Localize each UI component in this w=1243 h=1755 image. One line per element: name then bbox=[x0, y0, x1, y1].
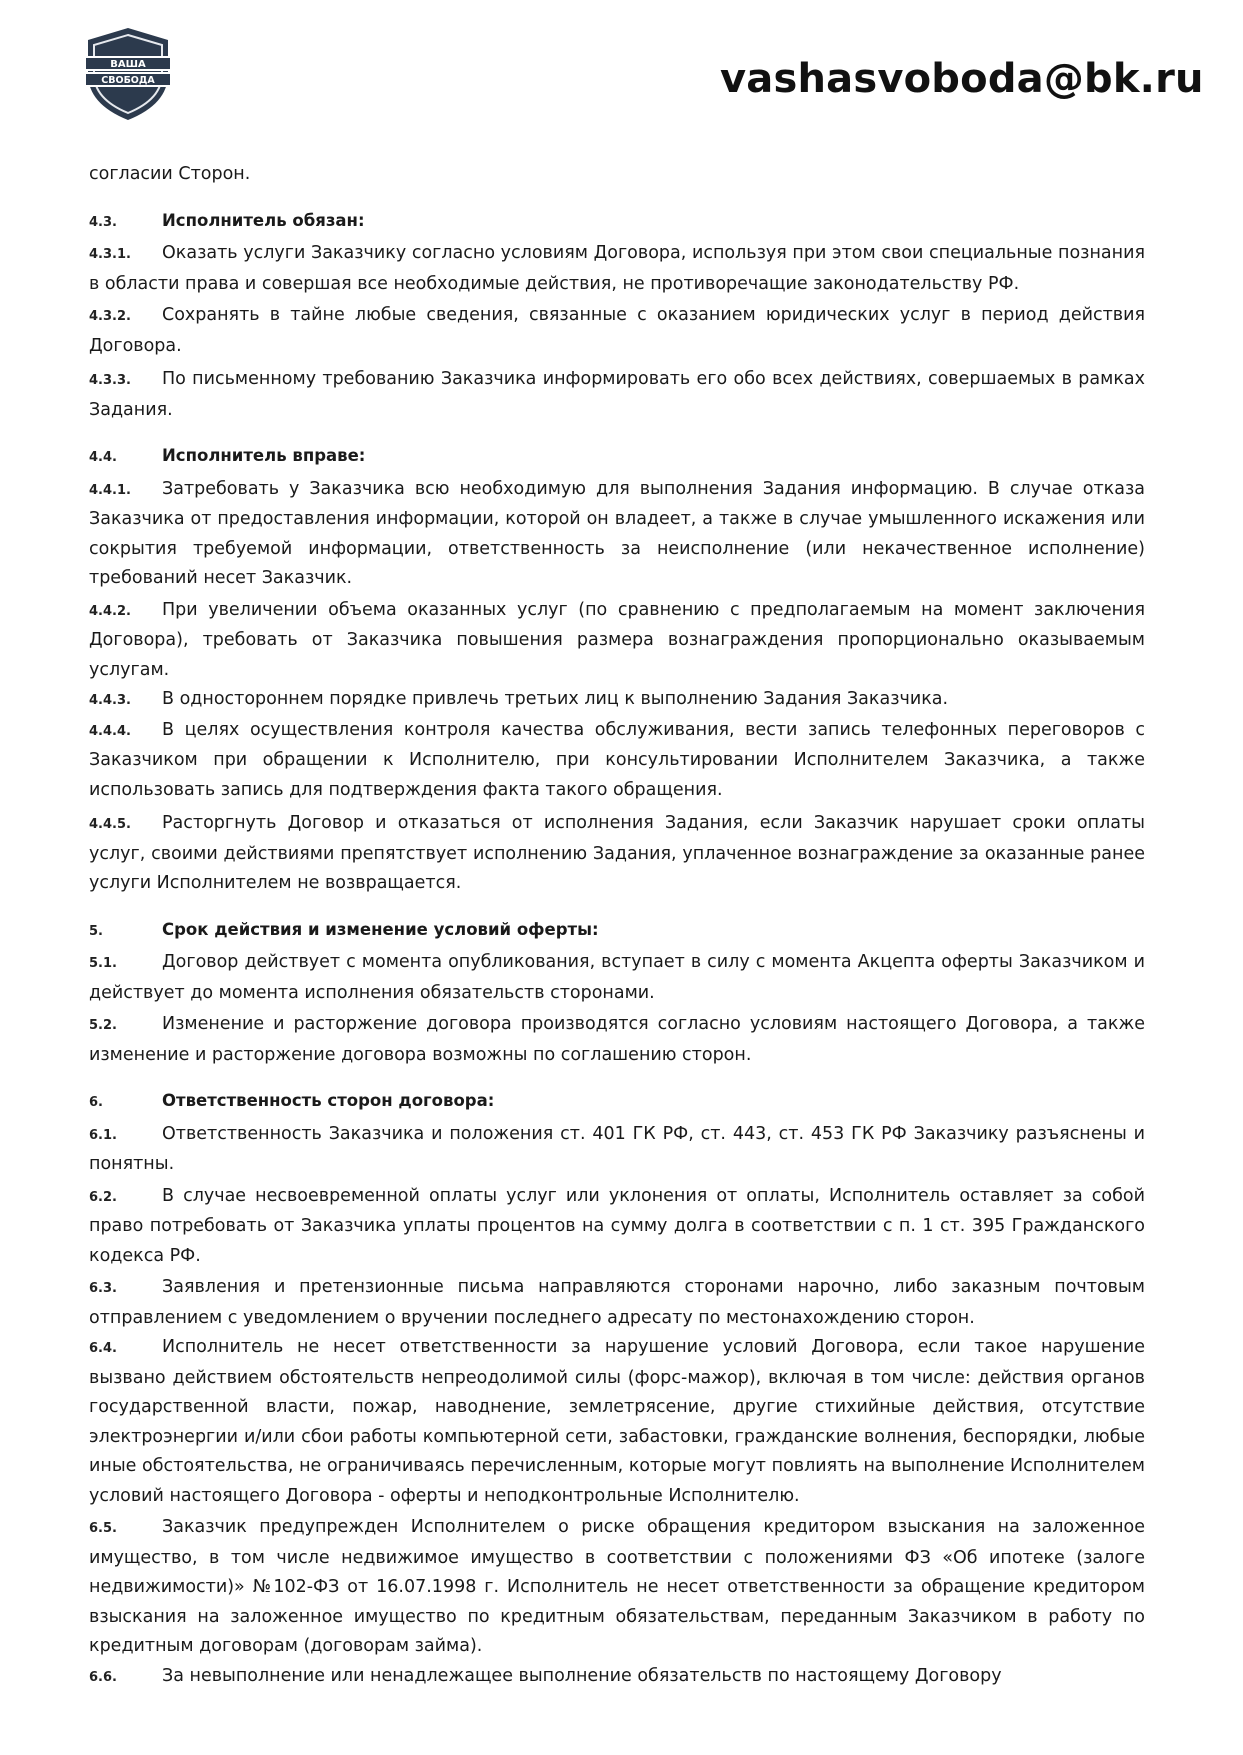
clause-4-3-1: 4.3.1. Оказать услуги Заказчику согласно условиям Договора, используя при этом свои специальные познания в области права и совершая все необходимые действия, не противоречащие законодательству РФ. bbox=[89, 243, 1145, 294]
logo-text-top: ВАША bbox=[110, 59, 146, 70]
section-heading-6: 6. Ответственность сторон договора: bbox=[89, 1091, 495, 1110]
clause-6-3: 6.3. Заявления и претензионные письма направляются сторонами нарочно, либо заказным почтовым отправлением с уведомлением о вручении последнего адресату по местонахождению сторон. bbox=[89, 1277, 1145, 1328]
clause-4-4-1: 4.4.1. Затребовать у Заказчика всю необходимую для выполнения Задания информацию. В случае отказа Заказчика от предоставления информации, которой он владеет, а также в случае умышленного искажения или сокрытия требуемой информации, ответственность за неисполнение (или некачественное исполнение) требований несет Заказчик. bbox=[89, 478, 1145, 588]
shield-logo-icon bbox=[84, 26, 172, 122]
clause-4-4-5: 4.4.5. Расторгнуть Договор и отказаться от исполнения Задания, если Заказчик нарушает сроки оплаты услуг, своими действиями препятствует исполнению Задания, уплаченное вознаграждение за оказанные ранее услуги Исполнителем не возвращается. bbox=[89, 813, 1145, 893]
clause-4-4-2: 4.4.2. При увеличении объема оказанных услуг (по сравнению с предполагаемым на момент заключения Договора), требовать от Заказчика повышения размера вознаграждения пропорционально оказываемым услугам. bbox=[89, 599, 1145, 680]
section-heading-5: 5. Срок действия и изменение условий оферты: bbox=[89, 919, 599, 939]
clause-4-3-2: 4.3.2. Сохранять в тайне любые сведения, связанные с оказанием юридических услуг в период действия Договора. bbox=[89, 305, 1145, 356]
clause-6-6: 6.6. За невыполнение или ненадлежащее выполнение обязательств по настоящему Договору bbox=[89, 1665, 1002, 1686]
clause-4-3-3: 4.3.3. По письменному требованию Заказчика информировать его обо всех действиях, совершаемых в рамках Задания. bbox=[89, 369, 1145, 420]
clause-6-1: 6.1. Ответственность Заказчика и положения ст. 401 ГК РФ, ст. 443, ст. 453 ГК РФ Заказчику разъяснены и понятны. bbox=[89, 1123, 1145, 1174]
clause-6-5: 6.5. Заказчик предупрежден Исполнителем о риске обращения кредитором взыскания на заложенное имущество, в том числе недвижимое имущество в соответствии с положениями ФЗ «Об ипотеке (залоге недвижимости)» №102-ФЗ от 16.07.1998 г. Исполнитель не несет ответственности за обращение кредитором взыскания на заложенное имущество по кредитным обязательствам, переданным Заказчиком в работу по кредитным договорам (договорам займа). bbox=[89, 1517, 1145, 1656]
clause-5-1: 5.1. Договор действует с момента опубликования, вступает в силу с момента Акцепта оферты Заказчиком и действует до момента исполнения обязательств сторонами. bbox=[89, 952, 1145, 1003]
clause-6-4: 6.4. Исполнитель не несет ответственности за нарушение условий Договора, если такое нарушение вызвано действием обстоятельств непреодолимой силы (форс-мажор), включая в том числе: действия органов государственной власти, пожар, наводнение, землетрясение, другие стихийные действия, отсутствие электроэнергии и/или сбои работы компьютерной сети, забастовки, гражданские волнения, беспорядки, любые иные обстоятельства, не ограничиваясь перечисленным, которые могут повлиять на выполнение Исполнителем условий настоящего Договора - оферты и неподконтрольные Исполнителю. bbox=[89, 1337, 1145, 1506]
paragraph-continuation: согласии Сторон. bbox=[89, 164, 251, 184]
document-body bbox=[89, 160, 1145, 1692]
logo-text-bottom: СВОБОДА bbox=[101, 75, 155, 86]
section-heading-4-3: 4.3. Исполнитель обязан: bbox=[89, 210, 365, 230]
clause-4-4-3: 4.4.3. В одностороннем порядке привлечь третьих лиц к выполнению Задания Заказчика. bbox=[89, 689, 949, 709]
clause-4-4-4: 4.4.4. В целях осуществления контроля качества обслуживания, вести запись телефонных переговоров с Заказчиком при обращении к Исполнителю, при консультировании Исполнителем Заказчика, а также использовать запись для подтверждения факта такого обращения. bbox=[89, 719, 1145, 800]
section-heading-4-4: 4.4. Исполнитель вправе: bbox=[89, 446, 366, 465]
clause-6-2: 6.2. В случае несвоевременной оплаты услуг или уклонения от оплаты, Исполнитель оставляет за собой право потребовать от Заказчика уплаты процентов на сумму долга в соответствии с п. 1 ст. 395 Гражданского кодекса РФ. bbox=[89, 1185, 1145, 1266]
clause-5-2: 5.2. Изменение и расторжение договора производятся согласно условиям настоящего Договора, а также изменение и расторжение договора возможны по соглашению сторон. bbox=[89, 1014, 1145, 1065]
header-email[interactable]: vashasvoboda@bk.ru bbox=[720, 56, 1204, 102]
